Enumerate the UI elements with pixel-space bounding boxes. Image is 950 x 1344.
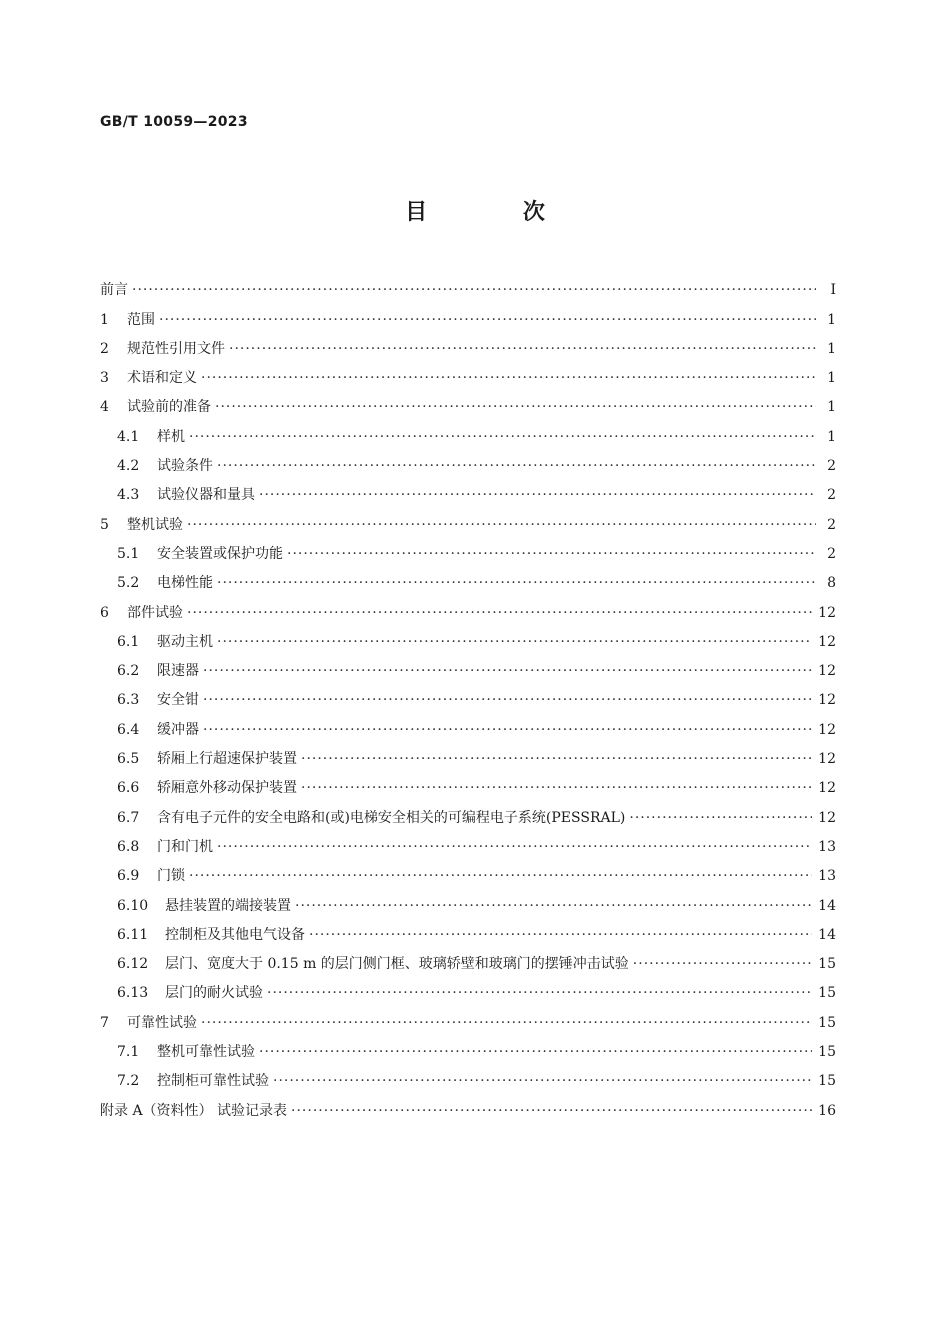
toc-entry-page: 1 bbox=[827, 340, 836, 357]
toc-entry-page: 8 bbox=[827, 575, 836, 592]
toc-entry-page: 2 bbox=[827, 487, 836, 504]
toc-entry[interactable] bbox=[100, 856, 836, 885]
dot-leader bbox=[217, 457, 816, 475]
dot-leader bbox=[267, 984, 812, 1002]
toc-entry-number: 6.5 bbox=[117, 751, 140, 768]
toc-entry-number: 5.2 bbox=[117, 575, 140, 592]
toc-entry[interactable] bbox=[100, 592, 836, 621]
toc-entry-number: 6.6 bbox=[117, 780, 140, 797]
toc-entry-title: 安全钳 bbox=[157, 692, 199, 709]
dot-leader bbox=[203, 721, 812, 739]
toc-entry-page: 12 bbox=[818, 721, 836, 738]
dot-leader bbox=[273, 1072, 812, 1090]
toc-entry-page: 2 bbox=[827, 545, 836, 562]
toc-entry[interactable] bbox=[100, 944, 836, 973]
toc-entry-number: 5.1 bbox=[117, 545, 140, 562]
toc-entry-page: 14 bbox=[818, 897, 836, 914]
toc-entry[interactable] bbox=[100, 915, 836, 944]
toc-entry-title: 样机 bbox=[157, 428, 185, 445]
toc-entry-page: 1 bbox=[827, 399, 836, 416]
toc-entry-number: 6.13 bbox=[117, 985, 149, 1002]
toc-entry-number: 5 bbox=[100, 516, 109, 533]
dot-leader bbox=[217, 633, 812, 651]
toc-entry-number: 6.1 bbox=[117, 633, 140, 650]
dot-leader bbox=[159, 311, 816, 329]
dot-leader bbox=[629, 809, 812, 827]
toc-entry[interactable] bbox=[100, 329, 836, 358]
toc-entry-title: 驱动主机 bbox=[157, 633, 213, 650]
toc-entry-page: 2 bbox=[827, 516, 836, 533]
toc-entry[interactable] bbox=[100, 416, 836, 445]
toc-entry[interactable] bbox=[100, 827, 836, 856]
toc-entry-title: 范围 bbox=[127, 311, 155, 328]
toc-entry-page: 15 bbox=[818, 1073, 836, 1090]
toc-entry-number: 7.2 bbox=[117, 1073, 140, 1090]
toc-entry-title: 整机可靠性试验 bbox=[157, 1044, 255, 1061]
toc-entry-page: 1 bbox=[827, 311, 836, 328]
toc-entry-title: 轿厢上行超速保护装置 bbox=[157, 751, 297, 768]
dot-leader bbox=[259, 486, 816, 504]
toc-entry-number: 4 bbox=[100, 399, 109, 416]
dot-leader bbox=[187, 604, 812, 622]
toc-entry-number: 6.2 bbox=[117, 663, 140, 680]
dot-leader bbox=[633, 955, 812, 973]
toc-entry[interactable] bbox=[100, 797, 836, 826]
dot-leader bbox=[287, 545, 816, 563]
toc-entry-number: 7 bbox=[100, 1014, 109, 1031]
dot-leader bbox=[217, 574, 816, 592]
toc-entry-title: 整机试验 bbox=[127, 516, 183, 533]
toc-entry-title: 层门的耐火试验 bbox=[165, 985, 263, 1002]
dot-leader bbox=[217, 838, 812, 856]
toc-entry-page: 12 bbox=[818, 780, 836, 797]
toc-entry-title: 控制柜可靠性试验 bbox=[157, 1073, 269, 1090]
toc-entry-number: 6.12 bbox=[117, 956, 149, 973]
toc-entry-title: 试验条件 bbox=[157, 458, 213, 475]
toc-entry-title: 层门、宽度大于 0.15 m 的层门侧门框、玻璃轿壁和玻璃门的摆锤冲击试验 bbox=[165, 956, 629, 973]
toc-entry[interactable] bbox=[100, 973, 836, 1002]
toc-entry[interactable] bbox=[100, 358, 836, 387]
toc-entry[interactable] bbox=[100, 534, 836, 563]
toc-entry-title: 附录 A（资料性） 试验记录表 bbox=[100, 1102, 288, 1119]
toc-entry-number: 3 bbox=[100, 370, 109, 387]
toc-entry-number: 6.10 bbox=[117, 897, 149, 914]
table-of-contents bbox=[100, 270, 836, 1120]
toc-entry-number: 2 bbox=[100, 340, 109, 357]
toc-entry-page: 15 bbox=[818, 985, 836, 1002]
toc-entry-page: 12 bbox=[818, 692, 836, 709]
dot-leader bbox=[229, 340, 816, 358]
dot-leader bbox=[301, 750, 812, 768]
toc-entry-title: 前言 bbox=[100, 282, 128, 299]
toc-entry-page: 15 bbox=[818, 1014, 836, 1031]
toc-entry-page: 16 bbox=[818, 1102, 836, 1119]
standard-code: GB/T 10059—2023 bbox=[100, 114, 248, 130]
toc-entry-page: 13 bbox=[818, 838, 836, 855]
dot-leader bbox=[132, 281, 816, 299]
toc-entry[interactable] bbox=[100, 1061, 836, 1090]
toc-entry-number: 4.3 bbox=[117, 487, 140, 504]
toc-entry-page: 12 bbox=[818, 663, 836, 680]
toc-entry[interactable] bbox=[100, 299, 836, 328]
toc-entry-page: 12 bbox=[818, 751, 836, 768]
toc-entry-title: 安全装置或保护功能 bbox=[157, 545, 283, 562]
toc-entry-title: 含有电子元件的安全电路和(或)电梯安全相关的可编程电子系统(PESSRAL) bbox=[157, 809, 626, 826]
toc-entry-title: 控制柜及其他电气设备 bbox=[165, 926, 305, 943]
dot-leader bbox=[301, 779, 812, 797]
dot-leader bbox=[215, 398, 816, 416]
toc-entry[interactable] bbox=[100, 709, 836, 738]
toc-entry-page: 1 bbox=[827, 428, 836, 445]
toc-entry[interactable] bbox=[100, 387, 836, 416]
toc-entry-number: 6 bbox=[100, 604, 109, 621]
toc-entry[interactable] bbox=[100, 622, 836, 651]
dot-leader bbox=[309, 926, 812, 944]
toc-entry[interactable] bbox=[100, 885, 836, 914]
toc-entry-title: 门锁 bbox=[157, 868, 185, 885]
toc-entry-page: 12 bbox=[818, 809, 836, 826]
toc-entry-number: 6.8 bbox=[117, 838, 140, 855]
toc-entry[interactable] bbox=[100, 446, 836, 475]
toc-entry-title: 术语和定义 bbox=[127, 370, 197, 387]
dot-leader bbox=[203, 691, 812, 709]
toc-entry-title: 限速器 bbox=[157, 663, 199, 680]
toc-entry-page: 14 bbox=[818, 926, 836, 943]
toc-entry[interactable] bbox=[100, 1032, 836, 1061]
toc-entry-page: 12 bbox=[818, 633, 836, 650]
toc-entry-page: 2 bbox=[827, 458, 836, 475]
dot-leader bbox=[203, 662, 812, 680]
toc-entry-number: 6.3 bbox=[117, 692, 140, 709]
toc-entry-title: 缓冲器 bbox=[157, 721, 199, 738]
toc-entry-page: 1 bbox=[827, 370, 836, 387]
dot-leader bbox=[201, 369, 816, 387]
toc-entry-title: 轿厢意外移动保护装置 bbox=[157, 780, 297, 797]
dot-leader bbox=[259, 1043, 812, 1061]
toc-entry-title: 部件试验 bbox=[127, 604, 183, 621]
toc-entry-title: 悬挂装置的端接装置 bbox=[165, 897, 291, 914]
toc-entry-number: 4.2 bbox=[117, 458, 140, 475]
toc-entry-page: 13 bbox=[818, 868, 836, 885]
toc-entry-title: 试验仪器和量具 bbox=[157, 487, 255, 504]
toc-entry-page: 15 bbox=[818, 956, 836, 973]
toc-entry-title: 电梯性能 bbox=[157, 575, 213, 592]
toc-entry-number: 1 bbox=[100, 311, 109, 328]
toc-entry[interactable] bbox=[100, 563, 836, 592]
dot-leader bbox=[187, 516, 816, 534]
toc-entry-title: 门和门机 bbox=[157, 838, 213, 855]
toc-entry[interactable] bbox=[100, 270, 836, 299]
toc-entry[interactable] bbox=[100, 504, 836, 533]
toc-entry-number: 4.1 bbox=[117, 428, 140, 445]
dot-leader bbox=[295, 897, 812, 915]
toc-entry[interactable] bbox=[100, 680, 836, 709]
toc-entry-title: 试验前的准备 bbox=[127, 399, 211, 416]
toc-entry-number: 6.11 bbox=[117, 926, 149, 943]
toc-entry-page: Ⅰ bbox=[830, 282, 836, 299]
toc-entry-page: 12 bbox=[818, 604, 836, 621]
dot-leader bbox=[201, 1014, 812, 1032]
toc-entry[interactable] bbox=[100, 739, 836, 768]
toc-entry-number: 6.7 bbox=[117, 809, 140, 826]
dot-leader bbox=[189, 867, 812, 885]
toc-entry-number: 6.9 bbox=[117, 868, 140, 885]
toc-entry[interactable] bbox=[100, 475, 836, 504]
toc-entry[interactable] bbox=[100, 651, 836, 680]
toc-entry[interactable] bbox=[100, 1002, 836, 1031]
dot-leader bbox=[291, 1102, 812, 1120]
page-title: 目 次 bbox=[405, 200, 589, 225]
toc-entry-number: 7.1 bbox=[117, 1044, 140, 1061]
toc-entry[interactable] bbox=[100, 768, 836, 797]
toc-entry-title: 可靠性试验 bbox=[127, 1014, 197, 1031]
toc-entry-number: 6.4 bbox=[117, 721, 140, 738]
dot-leader bbox=[189, 428, 816, 446]
toc-entry-page: 15 bbox=[818, 1044, 836, 1061]
toc-entry-title: 规范性引用文件 bbox=[127, 340, 225, 357]
toc-entry[interactable] bbox=[100, 1090, 836, 1119]
